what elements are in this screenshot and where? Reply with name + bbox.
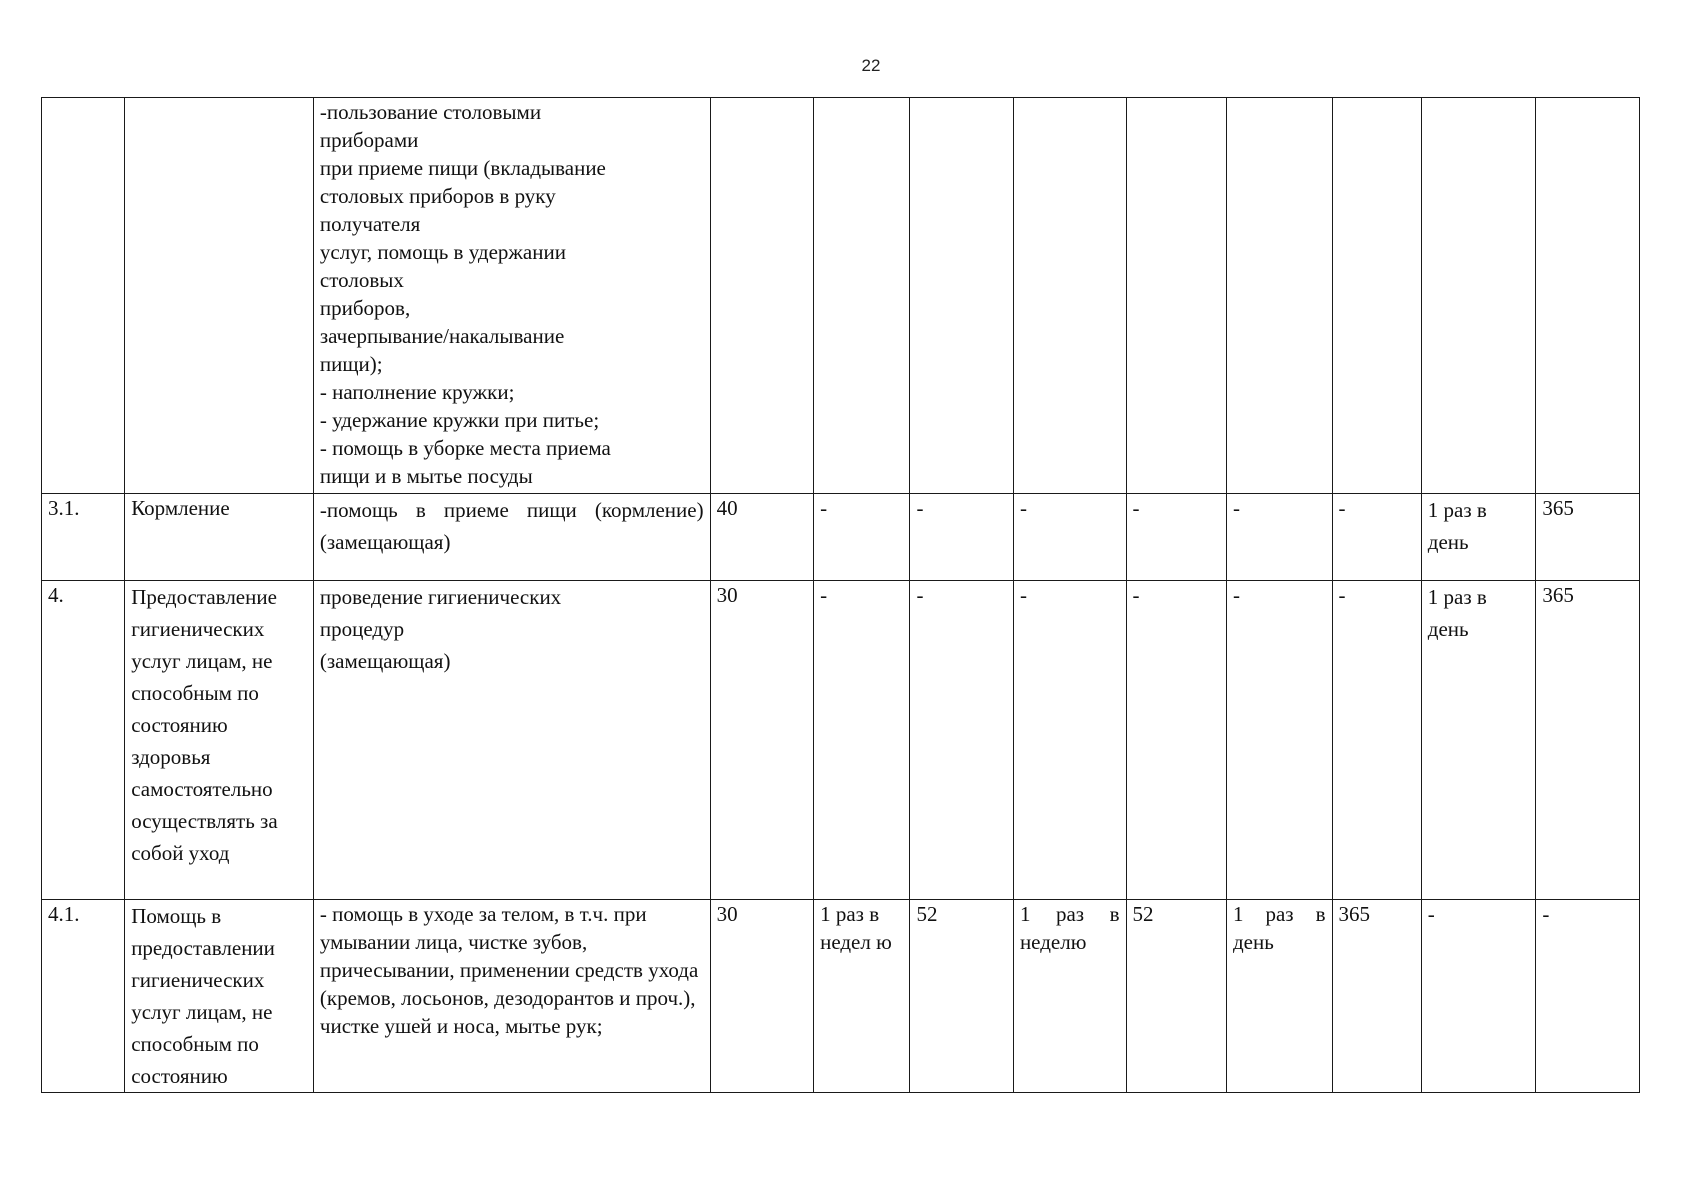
row-number-cell: 4.1. — [42, 900, 125, 1093]
data-cell: 40 — [710, 494, 813, 581]
data-cell: - — [1013, 494, 1126, 581]
data-cell — [814, 98, 910, 494]
data-cell — [910, 98, 1013, 494]
data-cell — [1421, 98, 1536, 494]
service-description-cell: -помощь в приеме пищи (кормление) (замещающая) — [313, 494, 710, 581]
service-description-cell: проведение гигиенических процедур (замещающая) — [313, 581, 710, 900]
data-cell: - — [1126, 494, 1226, 581]
service-name-cell — [125, 98, 314, 494]
data-cell: 30 — [710, 581, 813, 900]
data-cell: - — [814, 581, 910, 900]
row-number-cell — [42, 98, 125, 494]
data-cell: - — [1421, 900, 1536, 1093]
data-cell — [1013, 98, 1126, 494]
data-cell: - — [910, 494, 1013, 581]
frequency-cell: 1 раз в день — [1421, 494, 1536, 581]
service-name-cell: Предоставление гигиенических услуг лицам, не способным по состоянию здоровья самостоятельно осуществлять за собой уход — [125, 581, 314, 900]
service-description-cell: -пользование столовыми приборами при приеме пищи (вкладывание столовых приборов в руку получателя услуг, помощь в удержании столовых приборов, зачерпывание/накалывание пищи); - наполнение кружки; - удержание кружки при питье; - помощь в уборке места приема пищи и в мытье посуды — [313, 98, 710, 494]
row-number-cell: 4. — [42, 581, 125, 900]
service-name-cell: Кормление — [125, 494, 314, 581]
table-row — [42, 900, 1640, 1093]
frequency-cell: 1 раз в неделю — [1013, 900, 1126, 1093]
data-cell — [710, 98, 813, 494]
data-cell: - — [1536, 900, 1640, 1093]
data-cell: - — [1332, 494, 1421, 581]
table-row — [42, 494, 1640, 581]
data-cell: 365 — [1536, 581, 1640, 900]
data-cell: 52 — [1126, 900, 1226, 1093]
frequency-cell: 1 раз в день — [1226, 900, 1332, 1093]
data-cell — [1226, 98, 1332, 494]
data-cell — [1536, 98, 1640, 494]
data-cell — [1126, 98, 1226, 494]
data-cell: - — [814, 494, 910, 581]
data-cell: - — [910, 581, 1013, 900]
data-cell: - — [1126, 581, 1226, 900]
frequency-cell: 1 раз в день — [1421, 581, 1536, 900]
table-row — [42, 581, 1640, 900]
data-cell: - — [1332, 581, 1421, 900]
page-number: 22 — [861, 56, 881, 75]
service-description-cell: - помощь в уходе за телом, в т.ч. при умывании лица, чистке зубов, причесывании, применении средств ухода (кремов, лосьонов, дезодорантов и проч.), чистке ушей и носа, мытье рук; — [313, 900, 710, 1093]
data-cell: 365 — [1332, 900, 1421, 1093]
data-cell: - — [1226, 494, 1332, 581]
table-row — [42, 98, 1640, 494]
data-cell: 52 — [910, 900, 1013, 1093]
services-table — [41, 97, 1640, 1093]
row-number-cell: 3.1. — [42, 494, 125, 581]
data-cell: 30 — [710, 900, 813, 1093]
data-cell — [1332, 98, 1421, 494]
frequency-cell: 1 раз в недел ю — [814, 900, 910, 1093]
service-name-cell: Помощь в предоставлении гигиенических услуг лицам, не способным по состоянию — [125, 900, 314, 1093]
data-cell: - — [1226, 581, 1332, 900]
data-cell: - — [1013, 581, 1126, 900]
data-cell: 365 — [1536, 494, 1640, 581]
